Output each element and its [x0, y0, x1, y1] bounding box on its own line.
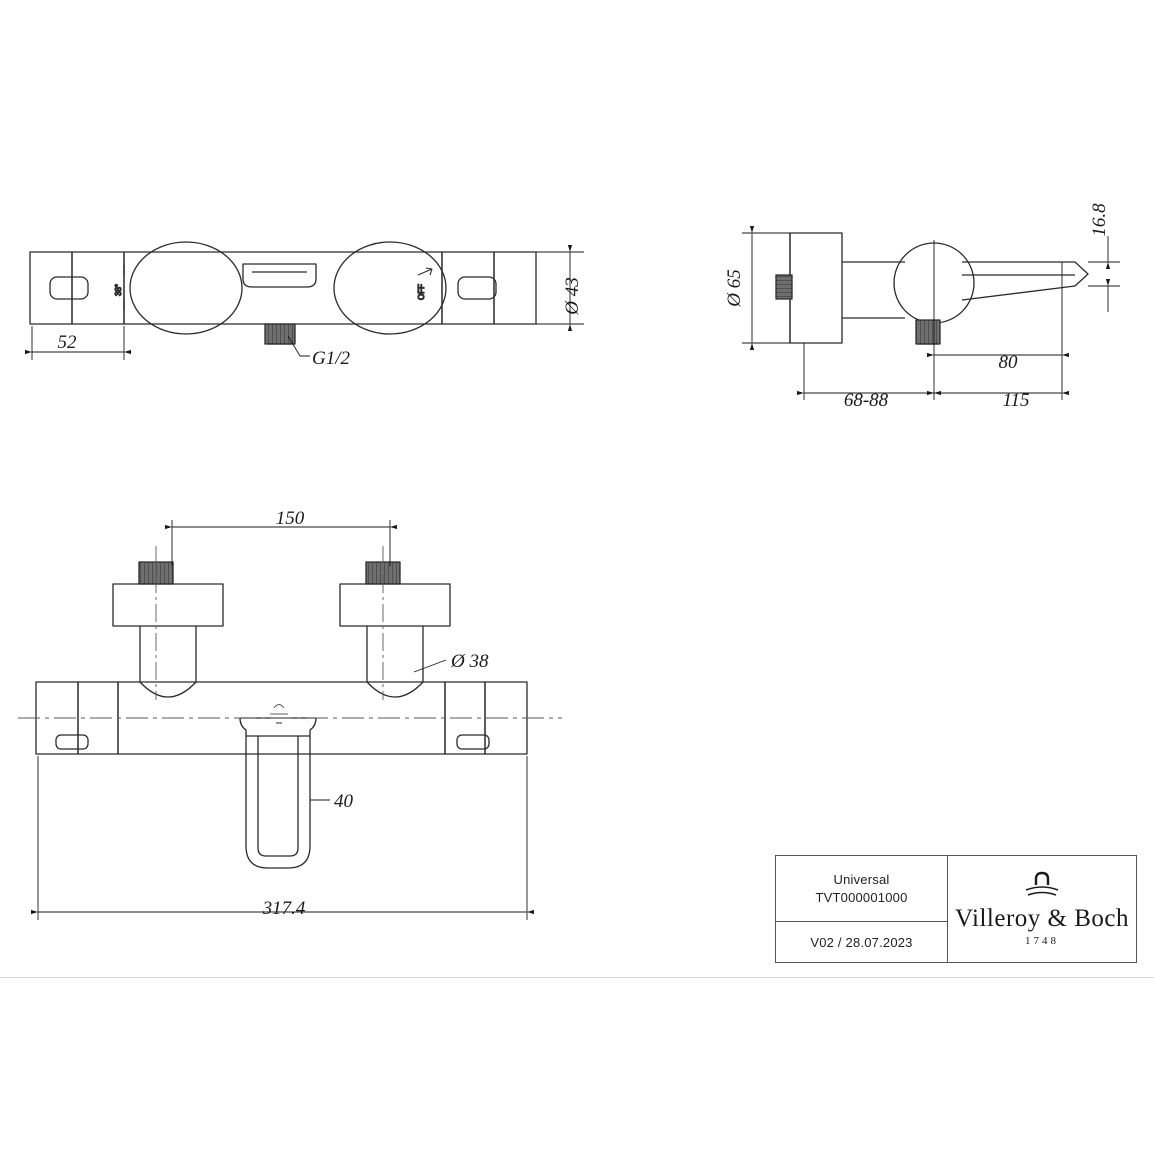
- leader-dia38: [414, 660, 446, 672]
- front-off-label: OFF: [417, 284, 426, 300]
- dim-label-top-150: 150: [275, 508, 305, 529]
- top-view-brand-mark: [270, 705, 288, 719]
- brand-year: 1748: [1025, 935, 1059, 947]
- dim-label-side-80: 80: [998, 352, 1018, 373]
- title-block-revision: [776, 922, 947, 962]
- dim-side-80: [934, 240, 1062, 360]
- mark-svg: [1022, 871, 1062, 901]
- front-temp-label: 38°: [114, 283, 123, 296]
- dim-label-front-52: 52: [57, 332, 77, 353]
- dim-label-side-16-8: 16.8: [1089, 203, 1110, 237]
- dim-front-52: [32, 326, 124, 360]
- title-block-info: [776, 856, 948, 962]
- villeroy-boch-mark-icon: [1022, 871, 1062, 901]
- dim-label-side-dia65: Ø 65: [724, 269, 745, 307]
- top-view-inlet-centrelines: [156, 546, 383, 700]
- side-view-geometry: [776, 233, 1088, 344]
- title-block-product: [776, 856, 947, 922]
- dim-side-16-8: [1088, 236, 1120, 312]
- dim-label-side-115: 115: [1002, 390, 1030, 411]
- dim-label-side-68-88: 68-88: [843, 390, 889, 411]
- dim-label-g12: G1/2: [312, 348, 350, 369]
- dim-label-top-40: 40: [334, 791, 353, 812]
- dim-label-top-dia38: Ø 38: [451, 651, 489, 672]
- product-name: Universal: [833, 872, 890, 887]
- brand-logo: [948, 856, 1136, 962]
- dim-top-317: [38, 756, 527, 920]
- article-number: TVT000001000: [815, 890, 908, 905]
- revision-date: V02 / 28.07.2023: [810, 934, 913, 950]
- page-divider: [0, 977, 1154, 978]
- dim-label-front-dia43: Ø 43: [562, 277, 583, 315]
- top-view-geometry: [36, 562, 527, 868]
- front-view-geometry: [30, 242, 536, 344]
- brand-name: Villeroy & Boch: [954, 905, 1130, 932]
- dim-label-top-317: 317.4: [262, 898, 306, 919]
- title-block: [775, 855, 1137, 963]
